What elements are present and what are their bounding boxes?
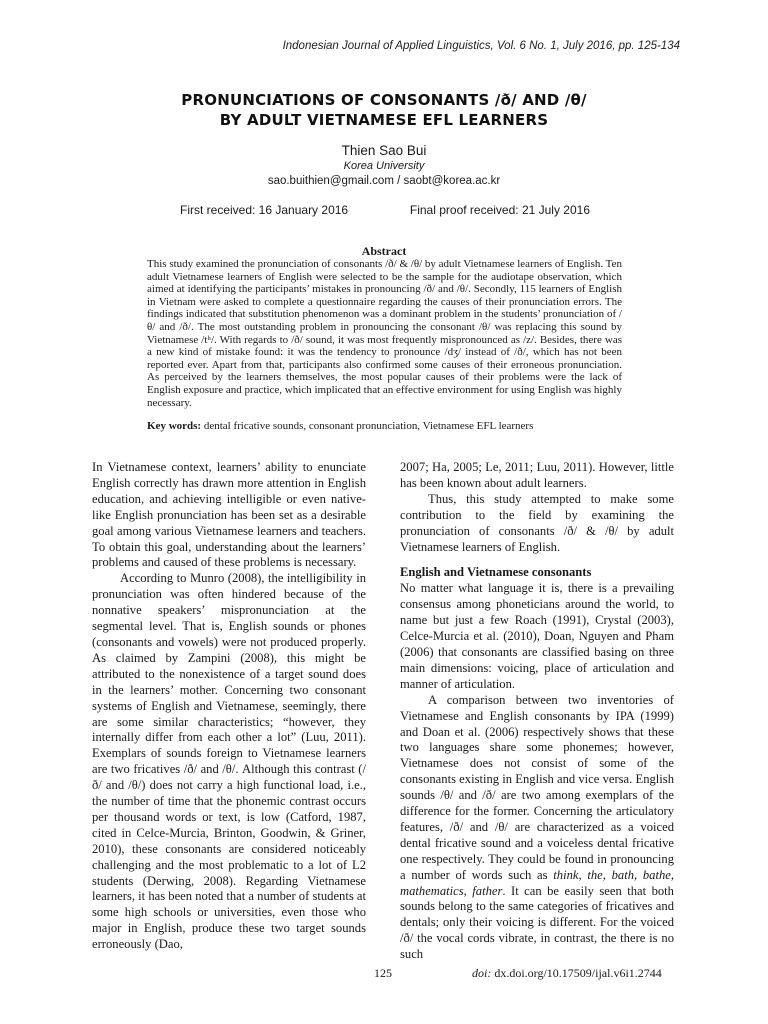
doi-label: doi: (472, 966, 492, 980)
left-column (92, 460, 366, 953)
paragraph: 2007; Ha, 2005; Le, 2011; Luu, 2011). However, little has been known about adult learners. (400, 460, 674, 490)
keywords-text: dental fricative sounds, consonant pronunciation, Vietnamese EFL learners (203, 420, 534, 432)
keywords (147, 420, 622, 432)
title-line-1: PRONUNCIATIONS OF CONSONANTS /ð/ AND /θ/ (181, 91, 587, 109)
final-proof-received: Final proof received: 21 July 2016 (409, 203, 590, 217)
author-email[interactable]: sao.buithien@gmail.com / saobt@korea.ac.kr (267, 175, 501, 187)
paragraph: No matter what language it is, there is a prevailing consensus among phoneticians around the world, to name but just a few Roach (1991), Crystal (2003), Celce-Murcia et al. (2010), Doan, Nguyen and Pham (2006) that consonants are classified basing on three main dimensions: voicing, place of articulation and manner of articulation. (400, 581, 674, 691)
page-number: 125 (374, 966, 392, 980)
running-head: Indonesian Journal of Applied Linguistics, Vol. 6 No. 1, July 2016, pp. 125-134 (282, 40, 680, 52)
paragraph: In Vietnamese context, learners’ ability to enunciate English correctly has drawn more attention in English education, and achieving intelligible or even native-like English pronunciation has been set as a desirable goal among various Vietnamese learners and teachers. To obtain this goal, understanding about the learners’ problems and caused of these problems is necessary. (92, 460, 366, 570)
author-name: Thien Sao Bui (341, 143, 427, 158)
paragraph (400, 693, 674, 963)
paragraph-start: A comparison between two inventories of Vietnamese and English consonants by IPA (1999) and Doan et al. (2006) respectively shows that these two languages share some phonemes; however, Vietnamese does not consist of some of the consonants existing in English and vice versa. English sounds /θ/ and /ð/ are two among exemplars of the difference for the former. Concerning the articulatory features, /ð/ and /θ/ are characterized as a voiced dental fricative sound and a voiceless dental fricative one respectively. They could be found in pronouncing a number of words such as (400, 692, 674, 882)
paragraph: Thus, this study attempted to make some contribution to the field by examining the pronunciation of consonants /ð/ & /θ/ by adult Vietnamese learners of English. (400, 491, 674, 554)
paragraph: According to Munro (2008), the intelligibility in pronunciation was often hindered because of the nonnative speakers’ mispronunciation at the segmental level. That is, English sounds or phones (consonants and vowels) were not produced properly. As claimed by Zampini (2008), this might be attributed to the nonexistence of a target sound does in the learners’ mother. Concerning two consonant systems of English and Vietnamese, seemingly, there are some similar characteristics; “however, they internally differ from each other a lot” (Luu, 2011). Exemplars of sounds foreign to Vietnamese learners are two fricatives /ð/ and /θ/. Although this contrast (/ð/ and /θ/) does not carry a high functional load, i.e., the number of time that the phonemic contrast occurs per thousand words or text, is low (Catford, 1987, cited in Celce-Murcia, Brinton, Goodwin, & Griner, 2010), these consonants are considered noticeably challenging and the most problematic to a lot of L2 students (Derwing, 2008). Regarding Vietnamese learners, it has been noted that a number of students at some high schools or universities, even those who major in English, produce these two target sounds erroneously (Dao, (92, 571, 366, 952)
doi-value: dx.doi.org/10.17509/ijal.v6i1.2744 (494, 966, 662, 980)
paper-title (0, 90, 768, 130)
doi[interactable] (472, 966, 662, 981)
author-affiliation: Korea University (343, 160, 425, 172)
example-words: think, the, bath, bathe, mathematics, father (400, 867, 674, 898)
keywords-label: Key words: (147, 420, 202, 432)
right-column (400, 460, 674, 963)
section-heading: English and Vietnamese consonants (400, 565, 592, 580)
received-dates (180, 203, 590, 217)
abstract-heading: Abstract (361, 244, 407, 258)
abstract-body: This study examined the pronunciation of consonants /ð/ & /θ/ by adult Vietnamese learners of English. Ten adult Vietnamese learners of English were selected to be the sample for the audiotape observation, which aimed at identifying the participants’ mistakes in pronouncing /ð/ and /θ/. Secondly, 115 learners of English in Vietnam were asked to complete a questionnaire regarding the causes of their pronunciation errors. The findings indicated that substitution phenomenon was a dominant problem in the students’ pronunciation of /θ/ and /ð/. The most outstanding problem in pronouncing the consonant /θ/ was replacing this sound by Vietnamese /tʰ/. With regards to /ð/ sound, it was most frequently mispronounced as /z/. Besides, there was a new kind of mistake found: it was the tendency to pronounce /dʒ/ instead of /ð/, which has not been reported ever. Apart from that, participants also confirmed some causes of their erroneous pronunciation. As perceived by the learners themselves, the most popular causes of their problems were the lack of English exposure and practice, which implicated that an effective environment for using English was highly necessary. (147, 258, 622, 409)
first-received: First received: 16 January 2016 (180, 203, 349, 217)
paragraph-end: . It can be easily seen that both sounds belong to the same categories of fricatives and dentals; only their voicing is different. For the voiced /ð/ the vocal cords vibrate, in contrast, the there is no such (400, 883, 674, 962)
title-line-2: BY ADULT VIETNAMESE EFL LEARNERS (219, 111, 549, 129)
